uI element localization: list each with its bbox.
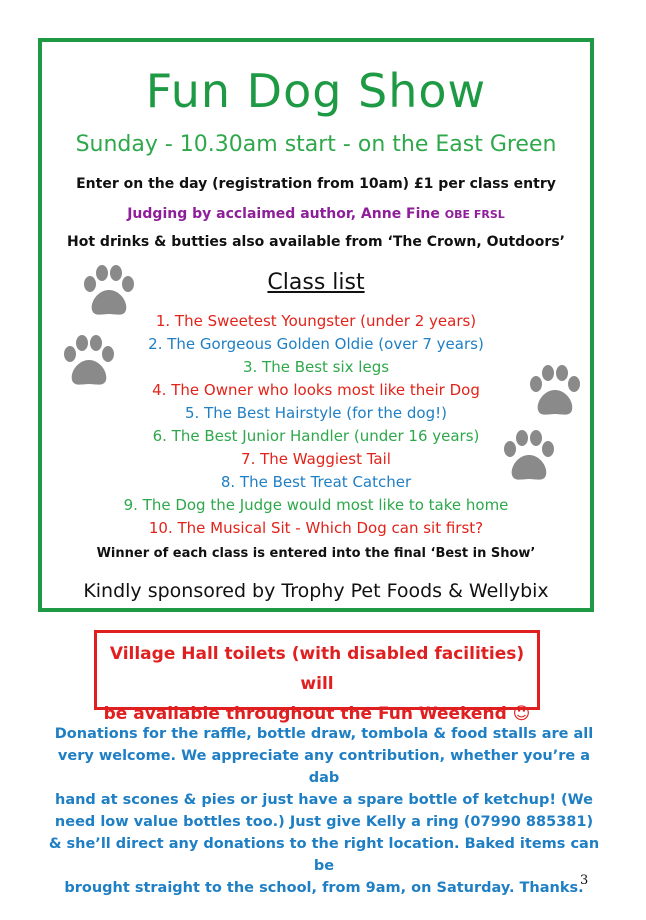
entry-line: Enter on the day (registration from 10am) £1 per class entry: [76, 176, 556, 192]
judging-honours: OBE FRSL: [444, 208, 505, 221]
class-item: 4. The Owner who looks most like their Dog: [152, 381, 480, 399]
drinks-line: Hot drinks & butties also available from ‘The Crown, Outdoors’: [67, 234, 565, 250]
donations-line: Donations for the raffle, bottle draw, tombola & food stalls are all: [54, 726, 594, 742]
paw-print-icon: [80, 262, 138, 322]
paw-print-icon: [526, 362, 584, 422]
class-item: 5. The Best Hairstyle (for the dog!): [185, 404, 447, 422]
class-item: 10. The Musical Sit - Which Dog can sit first?: [148, 519, 484, 537]
donations-line: need low value bottles too.) Just give Kelly a ring (07990 885381): [54, 814, 594, 830]
class-item: 3. The Best six legs: [242, 358, 390, 376]
paw-print-icon: [500, 427, 558, 487]
sponsor-line: Kindly sponsored by Trophy Pet Foods & Wellybix: [83, 580, 549, 602]
toilets-line-1: Village Hall toilets (with disabled facilities) will: [109, 644, 525, 694]
donations-line: very welcome. We appreciate any contribution, whether you’re a dab: [57, 748, 591, 786]
paw-print-icon: [60, 332, 118, 392]
dog-show-poster: [38, 38, 594, 612]
page-number: 3: [580, 873, 589, 888]
donations-line: & she’ll direct any donations to the right location. Baked items can be: [48, 836, 600, 874]
donations-line: hand at scones & pies or just have a spare bottle of ketchup! (We: [55, 792, 593, 808]
class-item: 2. The Gorgeous Golden Oldie (over 7 years): [148, 335, 484, 353]
donations-line: brought straight to the school, from 9am, on Saturday. Thanks.: [64, 880, 584, 896]
class-item: 8. The Best Treat Catcher: [220, 473, 412, 491]
donations-paragraph: [44, 723, 604, 899]
judging-text: Judging by acclaimed author, Anne Fine: [127, 206, 440, 222]
poster-subtitle: Sunday - 10.30am start - on the East Green: [75, 132, 557, 157]
class-item: 6. The Best Junior Handler (under 16 years): [152, 427, 480, 445]
class-item: 9. The Dog the Judge would most like to take home: [123, 496, 509, 514]
poster-title: Fun Dog Show: [145, 64, 487, 118]
class-item: 7. The Waggiest Tail: [241, 450, 391, 468]
judging-line: [42, 206, 590, 222]
winner-line: Winner of each class is entered into the final ‘Best in Show’: [96, 546, 536, 561]
toilets-notice: [94, 630, 540, 724]
class-item: 1. The Sweetest Youngster (under 2 years): [155, 312, 477, 330]
class-list-heading: Class list: [267, 270, 365, 295]
class-list: [42, 310, 590, 540]
toilets-line-2: be available throughout the Fun Weekend ☺: [103, 704, 531, 724]
